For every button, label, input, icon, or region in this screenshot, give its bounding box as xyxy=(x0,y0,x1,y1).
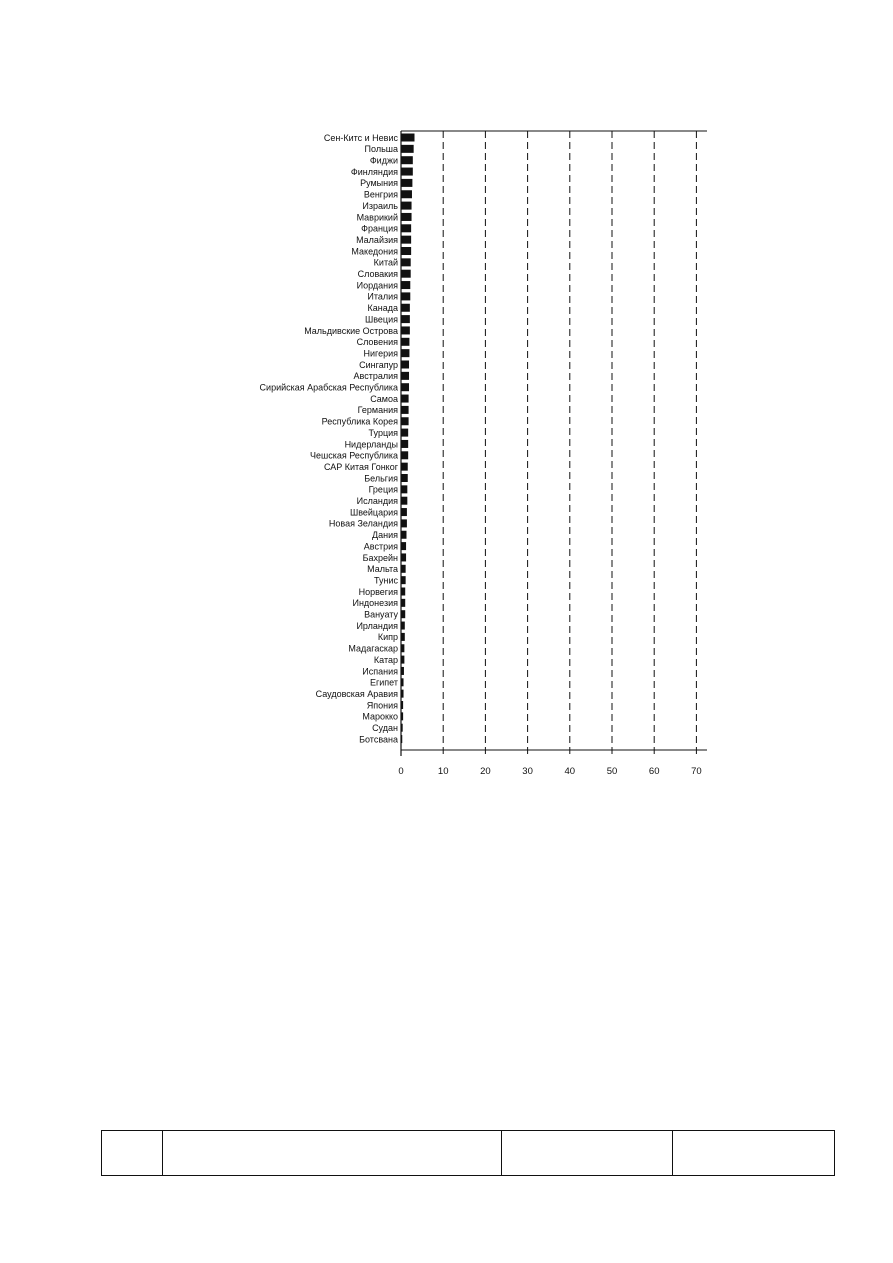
bar xyxy=(401,202,412,210)
category-label: Маврикий xyxy=(356,212,398,223)
x-tick-label: 0 xyxy=(398,766,404,777)
category-label: Фиджи xyxy=(369,155,398,166)
bar xyxy=(401,395,409,403)
category-label: Дания xyxy=(372,530,398,541)
bar xyxy=(401,497,407,505)
x-tick-label: 30 xyxy=(522,766,533,777)
bar xyxy=(401,678,404,686)
bar xyxy=(401,588,405,596)
bar xyxy=(401,576,406,584)
category-label: Бахрейн xyxy=(362,552,398,563)
category-label: Исландия xyxy=(356,496,398,506)
bar xyxy=(401,168,413,176)
bar xyxy=(401,224,411,232)
category-label: Саудовская Аравия xyxy=(315,688,398,699)
bar xyxy=(401,599,405,607)
category-label: Финляндия xyxy=(350,166,398,177)
bar xyxy=(401,565,406,573)
category-label: Канада xyxy=(367,303,398,314)
category-label: Турция xyxy=(368,427,398,438)
category-label: Чешская Республика xyxy=(310,450,398,461)
bar xyxy=(401,451,408,459)
category-labels xyxy=(260,133,399,745)
bar xyxy=(401,304,410,312)
category-label: Малайзия xyxy=(356,234,398,245)
category-label: Сингапур xyxy=(359,359,398,370)
bar xyxy=(401,508,407,516)
category-label: Нигерия xyxy=(363,348,398,359)
axes xyxy=(401,131,707,756)
x-tick-label: 40 xyxy=(564,766,576,777)
bar xyxy=(401,622,405,630)
bar xyxy=(401,383,409,391)
bar xyxy=(401,361,409,369)
category-label: Италия xyxy=(367,291,398,302)
category-label: Китай xyxy=(373,257,398,268)
category-label: Словения xyxy=(356,337,398,348)
bar xyxy=(401,553,406,561)
bar xyxy=(401,724,403,732)
table-cell xyxy=(673,1131,835,1176)
bar xyxy=(401,247,411,255)
bar xyxy=(401,406,409,414)
bar xyxy=(401,292,410,300)
category-label: Греция xyxy=(368,484,398,495)
category-label: Новая Зеландия xyxy=(328,518,398,529)
category-label: Австралия xyxy=(353,371,398,382)
bars xyxy=(401,134,415,744)
bar xyxy=(401,474,408,482)
bar xyxy=(401,134,415,142)
bar xyxy=(401,542,406,550)
category-label: Македония xyxy=(351,246,398,257)
bottom-table xyxy=(101,1130,835,1176)
bar xyxy=(401,701,403,709)
bar xyxy=(401,712,403,720)
x-tick-labels xyxy=(398,766,701,777)
bar xyxy=(401,644,404,652)
bar xyxy=(401,690,404,698)
bar xyxy=(401,338,409,346)
category-label: Республика Корея xyxy=(321,416,398,427)
category-label: Ирландия xyxy=(356,620,398,631)
category-label: Вануату xyxy=(364,609,398,620)
table-row xyxy=(102,1131,835,1176)
x-tick-label: 50 xyxy=(606,766,618,777)
bar xyxy=(401,667,404,675)
table-cell xyxy=(502,1131,673,1176)
bar xyxy=(401,326,410,334)
bar xyxy=(401,190,412,198)
category-label: Норвегия xyxy=(358,586,398,597)
table-cell xyxy=(102,1131,163,1176)
category-label: Нидерланды xyxy=(344,439,398,450)
category-label: Индонезия xyxy=(352,598,398,609)
bar xyxy=(401,270,411,278)
bar xyxy=(401,656,404,664)
category-label: Египет xyxy=(369,677,398,688)
category-label: САР Китая Гонког xyxy=(323,461,398,472)
category-label: Судан xyxy=(372,723,398,733)
category-label: Мальта xyxy=(367,564,398,575)
bar xyxy=(401,236,411,244)
bar xyxy=(401,372,409,380)
x-tick-label: 10 xyxy=(437,766,449,777)
category-label: Марокко xyxy=(362,711,398,722)
category-label: Польша xyxy=(364,144,398,155)
category-label: Катар xyxy=(373,654,398,665)
bar xyxy=(401,145,414,153)
x-tick-label: 70 xyxy=(691,766,702,777)
bar xyxy=(401,417,409,425)
category-label: Словакия xyxy=(357,269,398,279)
category-label: Мальдивские Острова xyxy=(304,325,398,336)
category-label: Израиль xyxy=(362,200,398,211)
category-label: Тунис xyxy=(374,575,398,586)
bar xyxy=(401,281,410,289)
category-label: Швейцария xyxy=(349,507,398,518)
bar xyxy=(401,179,412,187)
x-tick-label: 20 xyxy=(480,766,491,777)
category-label: Кипр xyxy=(377,632,398,643)
table-cell xyxy=(163,1131,502,1176)
category-label: Швеция xyxy=(365,314,398,325)
category-label: Ботсвана xyxy=(359,734,398,745)
bar xyxy=(401,610,405,618)
category-label: Бельгия xyxy=(364,473,398,484)
bar xyxy=(401,429,408,437)
category-label: Иордания xyxy=(356,280,398,291)
bar xyxy=(401,315,410,323)
bar xyxy=(401,531,406,539)
bar xyxy=(401,485,407,493)
category-label: Румыния xyxy=(360,178,398,189)
bar xyxy=(401,156,413,164)
x-tick-label: 60 xyxy=(648,766,660,777)
bar xyxy=(401,440,408,448)
category-label: Самоа xyxy=(370,393,398,404)
bar xyxy=(401,633,405,641)
category-label: Сирийская Арабская Республика xyxy=(259,382,398,393)
category-label: Япония xyxy=(366,700,398,711)
category-label: Германия xyxy=(357,405,398,416)
bar xyxy=(401,519,407,527)
category-label: Австрия xyxy=(363,541,398,552)
bar xyxy=(401,258,411,266)
bar xyxy=(401,463,408,471)
category-label: Испания xyxy=(362,666,398,677)
bar xyxy=(401,349,409,357)
bar xyxy=(401,735,402,743)
category-label: Мадагаскар xyxy=(348,643,398,654)
grid-lines xyxy=(443,131,696,756)
category-label: Венгрия xyxy=(363,189,398,200)
category-label: Сен-Китс и Невис xyxy=(323,132,398,143)
category-label: Франция xyxy=(361,223,398,234)
bar xyxy=(401,213,412,221)
